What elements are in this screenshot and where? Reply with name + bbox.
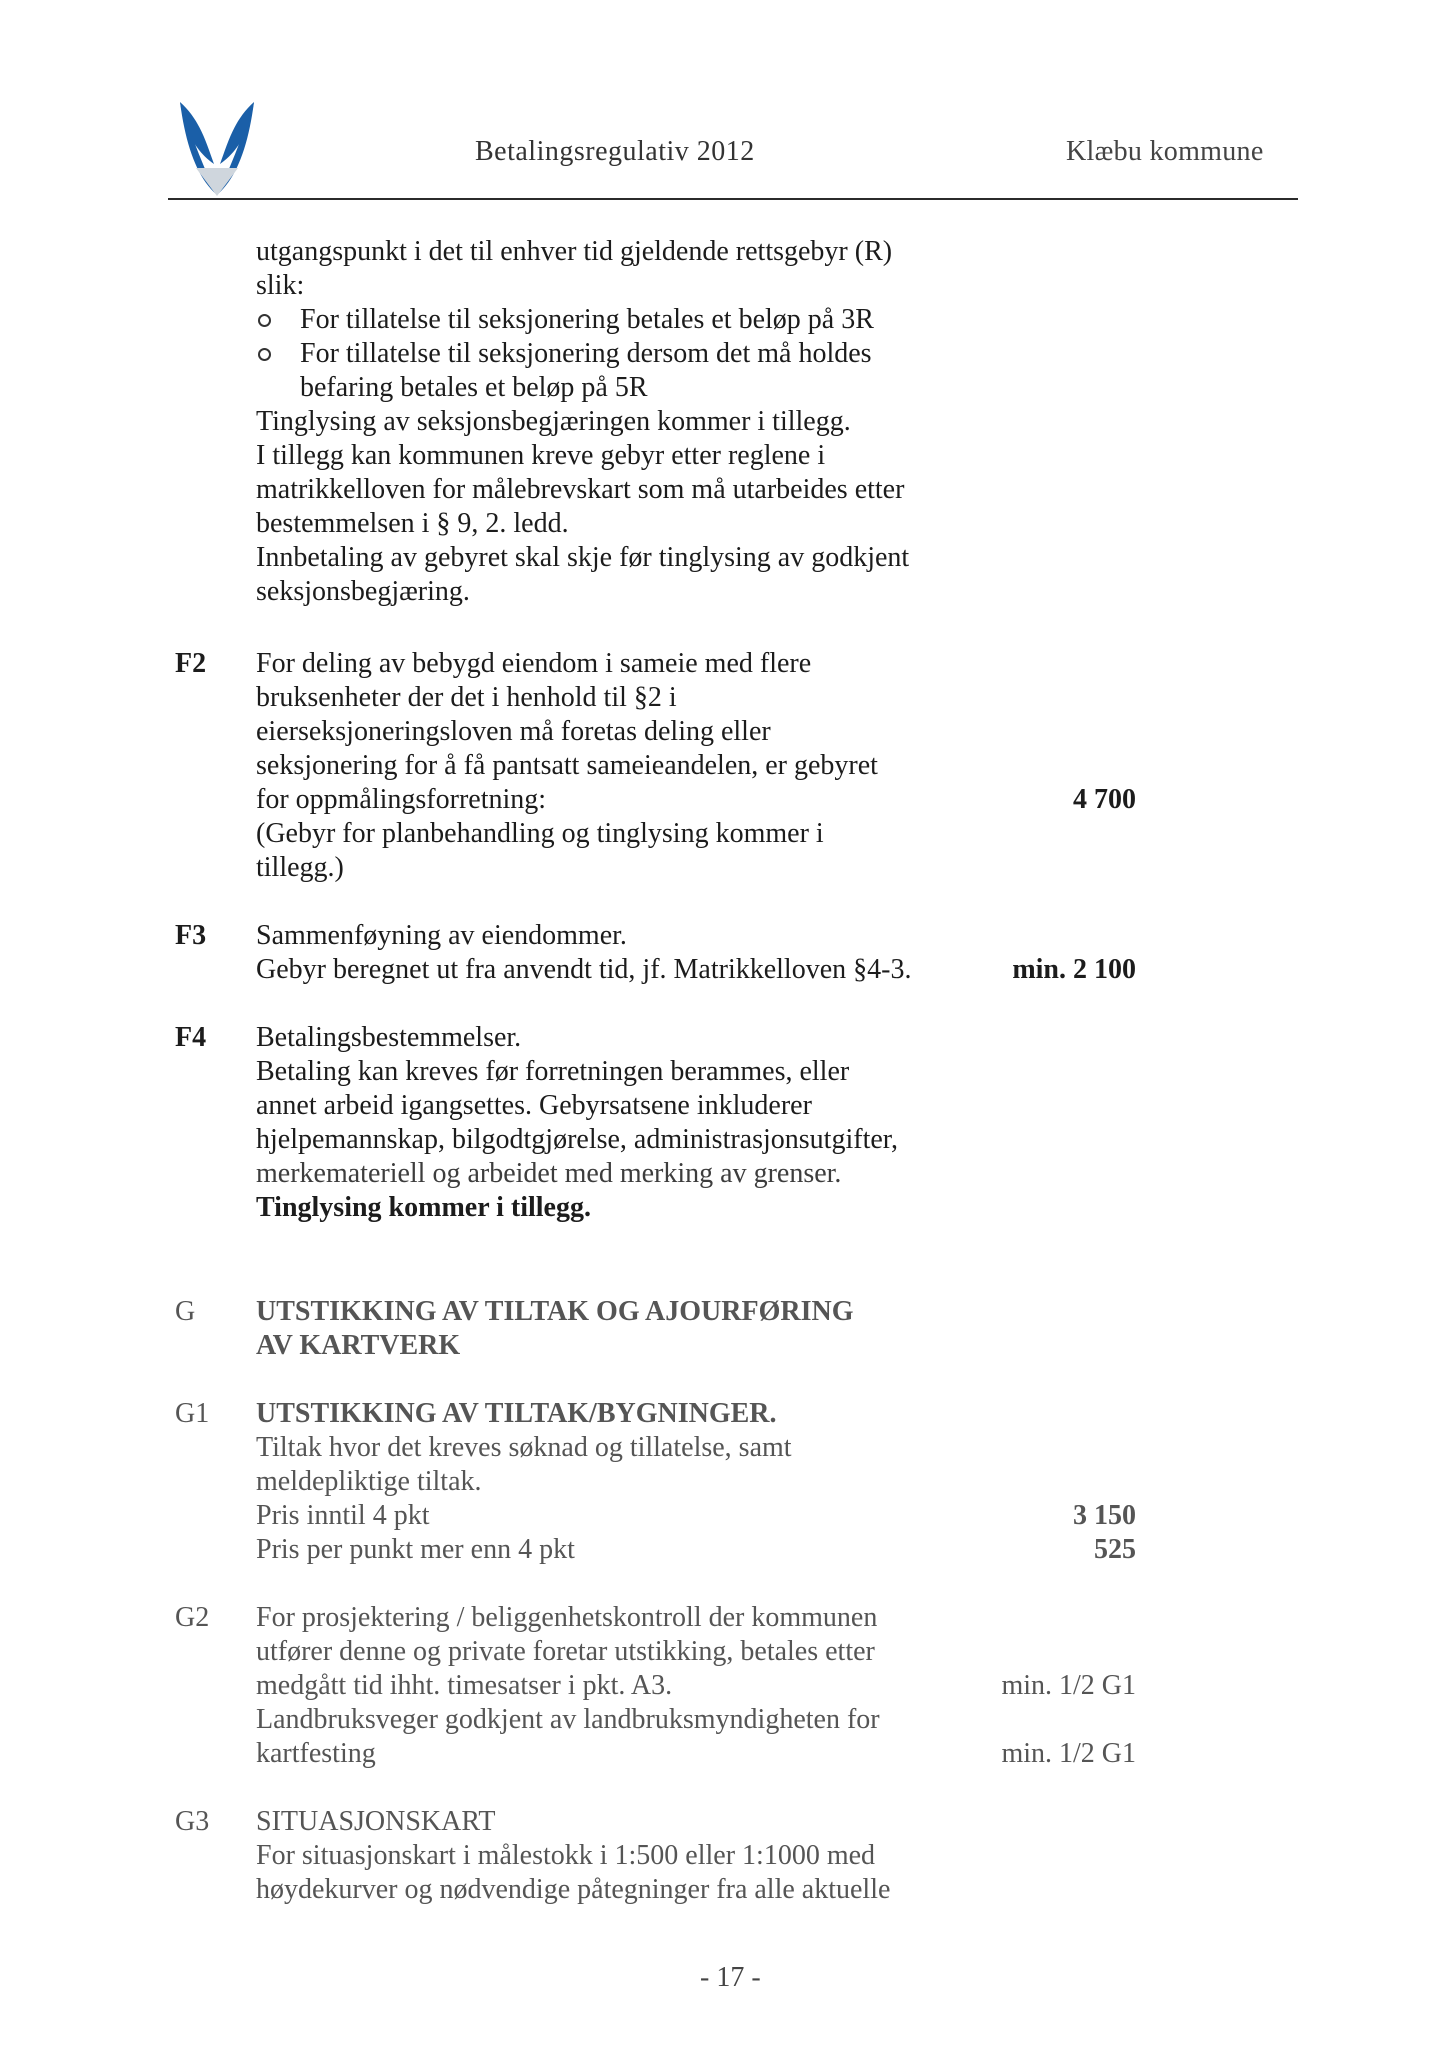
- intro-line: matrikkelloven for målebrevskart som må utarbeides etter: [256, 474, 905, 505]
- g2-line: Landbruksveger godkjent av landbruksmyndigheten for: [256, 1704, 880, 1735]
- f2-line: for oppmålingsforretning:: [256, 784, 547, 815]
- f4-line: merkemateriell og arbeidet med merking av grenser.: [256, 1158, 842, 1189]
- g-heading: UTSTIKKING AV TILTAK OG AJOURFØRING: [256, 1296, 854, 1327]
- f4-line: Betaling kan kreves før forretningen berammes, eller: [256, 1056, 850, 1087]
- g3-line: høydekurver og nødvendige påtegninger fra alle aktuelle: [256, 1874, 891, 1905]
- intro-line: slik:: [256, 270, 305, 301]
- section-code-g: G: [175, 1296, 196, 1327]
- g2-amount: min. 1/2 G1: [1001, 1738, 1136, 1769]
- g2-amount: min. 1/2 G1: [1001, 1670, 1136, 1701]
- f2-line: tillegg.): [256, 852, 344, 883]
- intro-line: Innbetaling av gebyret skal skje før tinglysing av godkjent: [256, 542, 910, 573]
- section-code-f2: F2: [175, 648, 207, 679]
- bullet-item: For tillatelse til seksjonering betales et beløp på 3R: [300, 304, 874, 335]
- section-code-g2: G2: [175, 1602, 210, 1633]
- municipality-logo: [176, 98, 258, 198]
- g1-line: meldepliktige tiltak.: [256, 1466, 482, 1497]
- document-title: Betalingsregulativ 2012: [475, 136, 755, 167]
- g2-line: For prosjektering / beliggenhetskontroll der kommunen: [256, 1602, 878, 1633]
- header-divider: [168, 198, 1298, 200]
- f4-line: annet arbeid igangsettes. Gebyrsatsene inkluderer: [256, 1090, 812, 1121]
- intro-line: bestemmelsen i § 9, 2. ledd.: [256, 508, 569, 539]
- g1-price-label: Pris inntil 4 pkt: [256, 1500, 430, 1531]
- bullet-dot: [258, 314, 271, 327]
- f3-line: Sammenføyning av eiendommer.: [256, 920, 627, 951]
- bullet-dot: [258, 348, 271, 361]
- g2-line: kartfesting: [256, 1738, 376, 1769]
- f3-amount: min. 2 100: [1012, 954, 1136, 985]
- g3-line: For situasjonskart i målestokk i 1:500 eller 1:1000 med: [256, 1840, 876, 1871]
- section-code-f4: F4: [175, 1022, 207, 1053]
- bullet-item: For tillatelse til seksjonering dersom det må holdes: [300, 338, 872, 369]
- g3-heading: SITUASJONSKART: [256, 1806, 496, 1837]
- f2-line: seksjonering for å få pantsatt sameieandelen, er gebyret: [256, 750, 878, 781]
- municipality-name: Klæbu kommune: [1066, 136, 1264, 167]
- f2-line: (Gebyr for planbehandling og tinglysing kommer i: [256, 818, 824, 849]
- f2-line: eierseksjoneringsloven må foretas deling eller: [256, 716, 771, 747]
- section-code-f3: F3: [175, 920, 207, 951]
- f3-line: Gebyr beregnet ut fra anvendt tid, jf. Matrikkelloven §4-3.: [256, 954, 912, 985]
- f2-line: bruksenheter der det i henhold til §2 i: [256, 682, 677, 713]
- f4-line: Betalingsbestemmelser.: [256, 1022, 522, 1053]
- g2-line: medgått tid ihht. timesatser i pkt. A3.: [256, 1670, 673, 1701]
- f4-bold-note: Tinglysing kommer i tillegg.: [256, 1192, 591, 1223]
- f4-line: hjelpemannskap, bilgodtgjørelse, administrasjonsutgifter,: [256, 1124, 898, 1155]
- f2-line: For deling av bebygd eiendom i sameie med flere: [256, 648, 812, 679]
- intro-line: seksjonsbegjæring.: [256, 576, 470, 607]
- g1-line: Tiltak hvor det kreves søknad og tillatelse, samt: [256, 1432, 792, 1463]
- g1-price-label: Pris per punkt mer enn 4 pkt: [256, 1534, 575, 1565]
- intro-line: Tinglysing av seksjonsbegjæringen kommer i tillegg.: [256, 406, 851, 437]
- g1-price-amount: 3 150: [1073, 1500, 1136, 1531]
- g2-line: utfører denne og private foretar utstikking, betales etter: [256, 1636, 875, 1667]
- bullet-item-continued: befaring betales et beløp på 5R: [300, 372, 648, 403]
- section-code-g3: G3: [175, 1806, 210, 1837]
- g1-heading: UTSTIKKING AV TILTAK/BYGNINGER.: [256, 1398, 777, 1429]
- g1-price-amount: 525: [1094, 1534, 1136, 1565]
- g-heading: AV KARTVERK: [256, 1330, 461, 1361]
- section-code-g1: G1: [175, 1398, 210, 1429]
- intro-line: I tillegg kan kommunen kreve gebyr etter reglene i: [256, 440, 826, 471]
- intro-line: utgangspunkt i det til enhver tid gjeldende rettsgebyr (R): [256, 236, 893, 267]
- f2-amount: 4 700: [1073, 784, 1136, 815]
- page-number: - 17 -: [700, 1962, 761, 1993]
